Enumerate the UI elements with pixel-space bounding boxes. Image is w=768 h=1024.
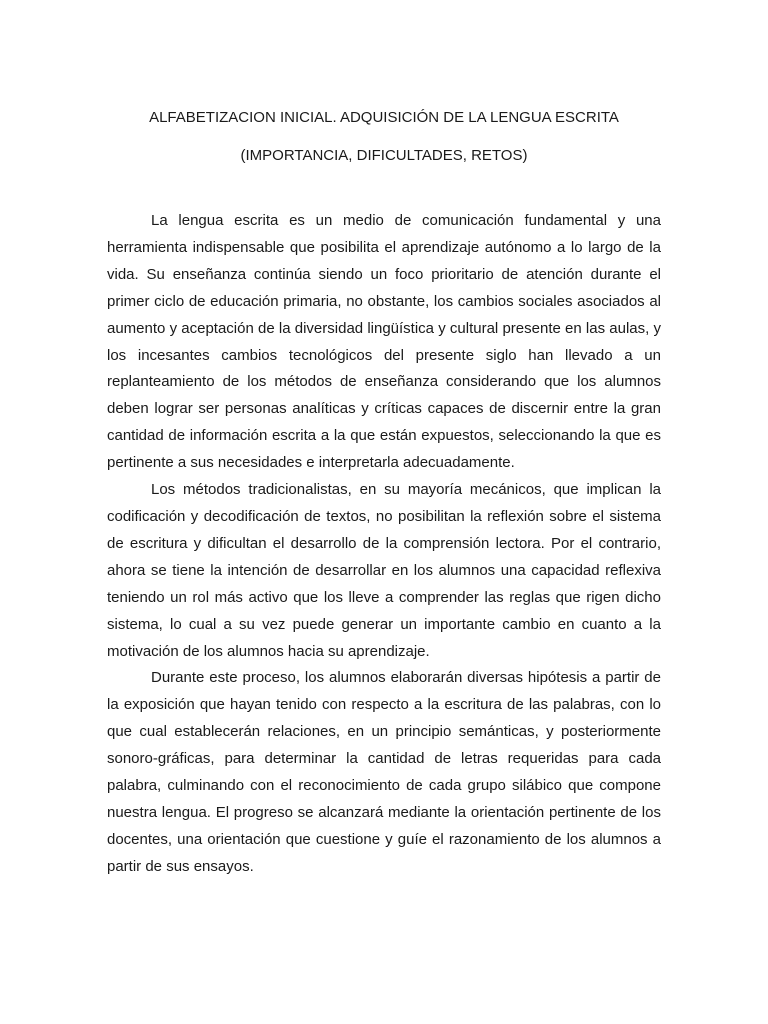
document-subtitle: (IMPORTANCIA, DIFICULTADES, RETOS) <box>240 147 528 164</box>
paragraph-2: Los métodos tradicionalistas, en su mayoría mecánicos, que implican la codificación y decodificación de textos, no posibilitan la reflexión sobre el sistema de escritura y dificultan el desarrollo de la comprensión lectora. Por el contrario, ahora se tiene la intención de desarrollar en los alumnos una capacidad reflexiva teniendo un rol más activo que los lleve a comprender las reglas que rigen dicho sistema, lo cual a su vez puede generar un importante cambio en cuanto a la motivación de los alumnos hacia su aprendizaje. <box>107 481 661 660</box>
document-body <box>107 208 661 881</box>
document-title: ALFABETIZACION INICIAL. ADQUISICIÓN DE LA LENGUA ESCRITA <box>149 109 619 126</box>
paragraph-1: La lengua escrita es un medio de comunicación fundamental y una herramienta indispensable que posibilita el aprendizaje autónomo a lo largo de la vida. Su enseñanza continúa siendo un foco prioritario de atención durante el primer ciclo de educación primaria, no obstante, los cambios sociales asociados al aumento y aceptación de la diversidad lingüística y cultural presente en las aulas, y los incesantes cambios tecnológicos del presente siglo han llevado a un replanteamiento de los métodos de enseñanza considerando que los alumnos deben lograr ser personas analíticas y críticas capaces de discernir entre la gran cantidad de información escrita a la que están expuestos, seleccionando la que es pertinente a sus necesidades e interpretarla adecuadamente. <box>107 212 661 472</box>
paragraph-3: Durante este proceso, los alumnos elaborarán diversas hipótesis a partir de la exposición que hayan tenido con respecto a la escritura de las palabras, con lo que cual establecerán relaciones, en un principio semánticas, y posteriormente sonoro-gráficas, para determinar la cantidad de letras requeridas para cada palabra, culminando con el reconocimiento de cada grupo silábico que compone nuestra lengua. El progreso se alcanzará mediante la orientación pertinente de los docentes, una orientación que cuestione y guíe el razonamiento de los alumnos a partir de sus ensayos. <box>107 669 661 875</box>
